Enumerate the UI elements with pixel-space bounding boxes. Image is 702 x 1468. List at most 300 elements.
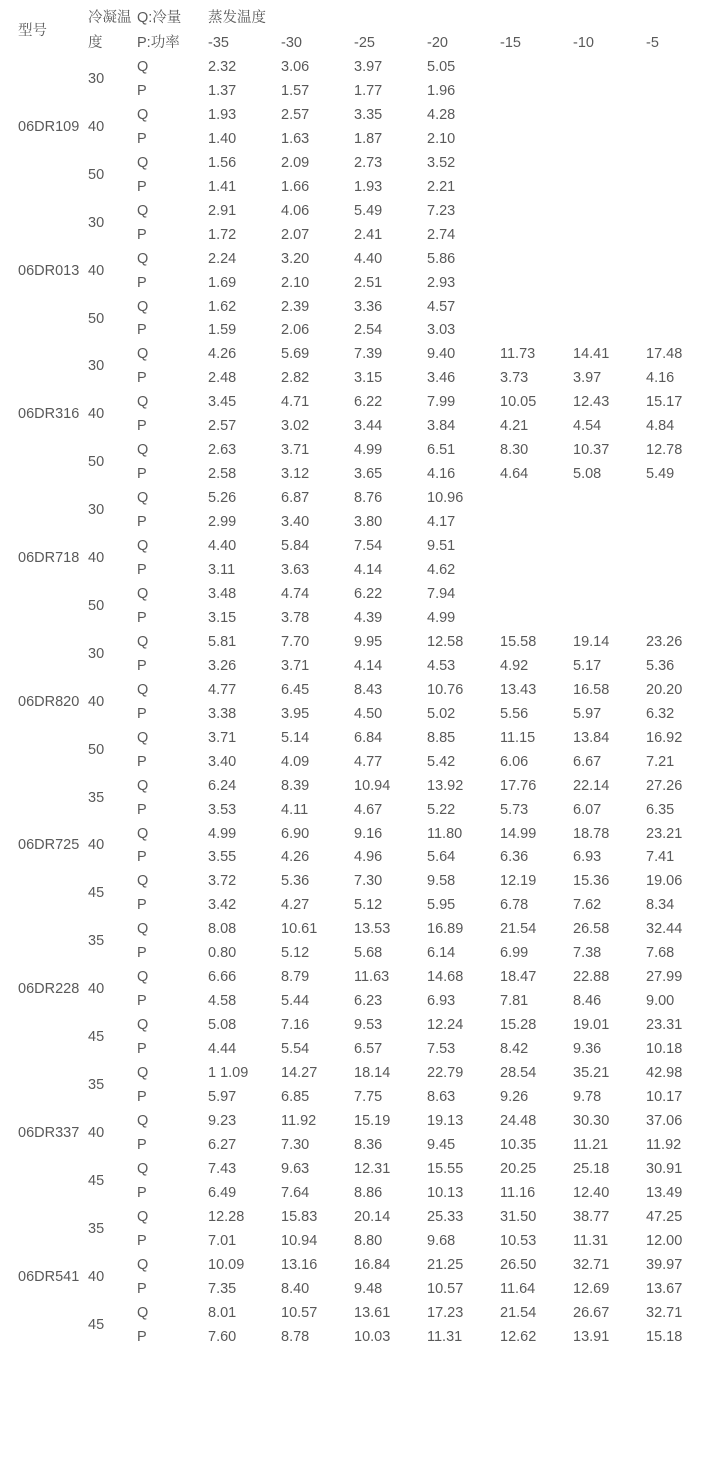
value-cell: 25.33 — [427, 1208, 464, 1225]
value-cell: 4.16 — [646, 370, 675, 387]
value-cell: 10.17 — [646, 1088, 683, 1105]
value-cell: 15.36 — [573, 873, 610, 890]
value-cell: 12.69 — [573, 1280, 610, 1297]
header-evap-temp-col: -15 — [500, 35, 521, 51]
value-cell: 15.19 — [354, 1112, 391, 1129]
value-cell: 5.69 — [281, 346, 310, 363]
value-cell: 1.93 — [354, 178, 383, 195]
value-cell: 4.53 — [427, 657, 456, 674]
row-type-cell: P — [137, 849, 147, 866]
value-cell: 22.79 — [427, 1065, 464, 1082]
row-type-cell: Q — [137, 490, 149, 507]
value-cell: 23.21 — [646, 825, 683, 842]
model-name-cell: 06DR820 — [18, 693, 80, 710]
value-cell: 2.91 — [208, 202, 237, 219]
value-cell: 7.35 — [208, 1280, 237, 1297]
value-cell — [573, 272, 646, 296]
condensing-temp-cell: 30 — [88, 645, 105, 662]
row-type-cell: P — [137, 1088, 147, 1105]
row-type-cell: P — [137, 562, 147, 579]
value-cell: 0.80 — [208, 945, 237, 962]
value-cell: 3.97 — [573, 370, 602, 387]
value-cell: 14.41 — [573, 346, 610, 363]
value-cell: 6.99 — [500, 945, 529, 962]
value-cell: 4.67 — [354, 801, 383, 818]
value-cell: 7.53 — [427, 1041, 456, 1058]
value-cell: 4.11 — [281, 801, 309, 818]
value-cell: 4.26 — [281, 849, 310, 866]
value-cell: 10.94 — [354, 777, 391, 794]
row-type-cell: Q — [137, 1160, 149, 1177]
value-cell: 15.55 — [427, 1160, 464, 1177]
value-cell: 9.68 — [427, 1232, 456, 1249]
value-cell: 3.95 — [281, 705, 310, 722]
value-cell: 4.50 — [354, 705, 383, 722]
value-cell: 11.64 — [500, 1280, 536, 1297]
value-cell: 32.71 — [573, 1256, 610, 1273]
condensing-temp-cell: 35 — [88, 933, 105, 950]
table-row — [0, 631, 702, 655]
value-cell: 3.36 — [354, 298, 383, 315]
condensing-temp-cell: 40 — [88, 981, 105, 998]
value-cell: 4.44 — [208, 1041, 237, 1058]
value-cell: 27.26 — [646, 777, 683, 794]
value-cell: 7.21 — [646, 753, 675, 770]
row-type-cell: P — [137, 753, 147, 770]
condensing-temp-cell: 40 — [88, 1124, 105, 1141]
value-cell: 26.67 — [573, 1304, 610, 1321]
header-evap-temp-col: -5 — [646, 35, 659, 51]
row-type-cell: P — [137, 418, 147, 435]
condensing-temp-cell: 40 — [88, 1268, 105, 1285]
value-cell: 2.21 — [427, 178, 456, 195]
value-cell: 12.00 — [646, 1232, 683, 1249]
value-cell: 8.01 — [208, 1304, 237, 1321]
value-cell: 6.45 — [281, 681, 310, 698]
row-type-cell: Q — [137, 154, 149, 171]
value-cell — [646, 319, 702, 343]
row-type-cell: P — [137, 322, 147, 339]
value-cell: 8.30 — [500, 442, 529, 459]
value-cell: 4.64 — [500, 466, 529, 483]
value-cell: 3.12 — [281, 466, 310, 483]
value-cell: 6.27 — [208, 1136, 237, 1153]
value-cell: 10.94 — [281, 1232, 318, 1249]
value-cell: 11.73 — [500, 346, 536, 363]
value-cell: 17.48 — [646, 346, 683, 363]
value-cell: 9.48 — [354, 1280, 383, 1297]
table-row — [0, 679, 702, 703]
value-cell: 10.61 — [281, 921, 318, 938]
value-cell: 7.54 — [354, 538, 383, 555]
value-cell: 22.88 — [573, 969, 610, 986]
row-type-cell: P — [137, 993, 147, 1010]
value-cell: 6.66 — [208, 969, 237, 986]
value-cell: 9.00 — [646, 993, 675, 1010]
value-cell: 9.63 — [281, 1160, 310, 1177]
value-cell: 7.60 — [208, 1328, 237, 1345]
value-cell: 23.31 — [646, 1017, 683, 1034]
row-type-cell: P — [137, 801, 147, 818]
value-cell: 2.24 — [208, 250, 237, 267]
value-cell — [500, 319, 573, 343]
row-type-cell: P — [137, 945, 147, 962]
value-cell: 3.84 — [427, 418, 456, 435]
value-cell: 4.17 — [427, 514, 456, 531]
value-cell — [573, 535, 646, 559]
row-type-cell: Q — [137, 873, 149, 890]
value-cell: 20.25 — [500, 1160, 537, 1177]
model-name-cell: 06DR718 — [18, 550, 80, 567]
row-type-cell: P — [137, 1136, 147, 1153]
row-type-cell: P — [137, 130, 147, 147]
value-cell: 7.41 — [646, 849, 675, 866]
row-type-cell: Q — [137, 1208, 149, 1225]
value-cell: 4.09 — [281, 753, 310, 770]
value-cell — [573, 487, 646, 511]
value-cell: 9.40 — [427, 346, 456, 363]
header-evap-temp-col: -10 — [573, 35, 594, 51]
value-cell: 5.56 — [500, 705, 529, 722]
value-cell: 6.14 — [427, 945, 456, 962]
value-cell — [573, 128, 646, 152]
value-cell — [573, 559, 646, 583]
row-type-cell: Q — [137, 1304, 149, 1321]
value-cell: 5.73 — [500, 801, 529, 818]
value-cell: 7.75 — [354, 1088, 383, 1105]
value-cell: 2.10 — [427, 130, 456, 147]
value-cell: 5.12 — [354, 897, 383, 914]
row-type-cell: P — [137, 466, 147, 483]
table-header — [0, 6, 702, 56]
value-cell: 11.80 — [427, 825, 463, 842]
value-cell: 2.57 — [208, 418, 237, 435]
value-cell: 18.14 — [354, 1065, 391, 1082]
table-row — [0, 535, 702, 559]
value-cell: 7.43 — [208, 1160, 237, 1177]
value-cell: 1.37 — [208, 82, 237, 99]
value-cell: 7.38 — [573, 945, 602, 962]
value-cell: 6.24 — [208, 777, 237, 794]
table-row — [0, 775, 702, 799]
value-cell: 1.96 — [427, 82, 456, 99]
value-cell — [500, 559, 573, 583]
value-cell: 10.57 — [427, 1280, 464, 1297]
value-cell: 8.36 — [354, 1136, 383, 1153]
value-cell: 27.99 — [646, 969, 683, 986]
value-cell: 4.14 — [354, 562, 383, 579]
value-cell: 3.11 — [208, 562, 236, 579]
value-cell: 2.09 — [281, 154, 310, 171]
value-cell: 7.23 — [427, 202, 456, 219]
value-cell: 4.99 — [427, 609, 456, 626]
value-cell: 4.84 — [646, 418, 675, 435]
value-cell — [646, 128, 702, 152]
value-cell: 2.51 — [354, 274, 383, 291]
table-row — [0, 823, 702, 847]
value-cell: 3.02 — [281, 418, 310, 435]
row-type-cell: Q — [137, 633, 149, 650]
value-cell: 4.71 — [281, 394, 310, 411]
value-cell — [646, 511, 702, 535]
value-cell: 21.54 — [500, 1304, 537, 1321]
value-cell: 30.30 — [573, 1112, 610, 1129]
value-cell — [573, 224, 646, 248]
value-cell: 8.46 — [573, 993, 602, 1010]
value-cell: 19.06 — [646, 873, 683, 890]
condensing-temp-cell: 35 — [88, 1077, 105, 1093]
value-cell: 6.22 — [354, 394, 383, 411]
value-cell: 5.68 — [354, 945, 383, 962]
value-cell: 10.03 — [354, 1328, 391, 1345]
value-cell: 9.23 — [208, 1112, 237, 1129]
value-cell: 4.96 — [354, 849, 383, 866]
table-body — [0, 56, 702, 1349]
value-cell: 2.10 — [281, 274, 310, 291]
value-cell: 7.16 — [281, 1017, 310, 1034]
value-cell: 17.76 — [500, 777, 537, 794]
value-cell: 3.06 — [281, 59, 310, 75]
value-cell: 5.17 — [573, 657, 602, 674]
value-cell — [573, 296, 646, 320]
value-cell — [500, 272, 573, 296]
value-cell: 6.32 — [646, 705, 675, 722]
value-cell: 9.45 — [427, 1136, 456, 1153]
value-cell: 2.58 — [208, 466, 237, 483]
value-cell: 8.39 — [281, 777, 310, 794]
value-cell: 3.15 — [208, 609, 237, 626]
value-cell: 14.68 — [427, 969, 464, 986]
value-cell: 37.06 — [646, 1112, 683, 1129]
value-cell: 8.42 — [500, 1041, 529, 1058]
value-cell: 4.28 — [427, 106, 456, 123]
value-cell: 9.53 — [354, 1017, 383, 1034]
value-cell — [646, 535, 702, 559]
value-cell: 8.78 — [281, 1328, 310, 1345]
value-cell: 12.31 — [354, 1160, 391, 1177]
value-cell: 3.44 — [354, 418, 383, 435]
row-type-cell: Q — [137, 106, 149, 123]
condensing-temp-cell: 45 — [88, 1316, 105, 1333]
value-cell: 3.48 — [208, 585, 237, 602]
value-cell: 18.78 — [573, 825, 610, 842]
value-cell: 20.14 — [354, 1208, 391, 1225]
row-type-cell: P — [137, 514, 147, 531]
value-cell: 8.76 — [354, 490, 383, 507]
condensing-temp-cell: 40 — [88, 262, 105, 279]
value-cell — [646, 248, 702, 272]
value-cell: 6.06 — [500, 753, 529, 770]
value-cell: 11.92 — [646, 1136, 682, 1153]
value-cell: 12.40 — [573, 1184, 610, 1201]
table-row — [0, 870, 702, 894]
value-cell: 5.36 — [281, 873, 310, 890]
value-cell: 1.62 — [208, 298, 237, 315]
value-cell: 10.76 — [427, 681, 464, 698]
value-cell: 4.92 — [500, 657, 529, 674]
value-cell: 10.37 — [573, 442, 610, 459]
row-type-cell: P — [137, 657, 147, 674]
value-cell: 32.71 — [646, 1304, 683, 1321]
value-cell: 15.28 — [500, 1017, 537, 1034]
value-cell — [573, 583, 646, 607]
value-cell: 6.23 — [354, 993, 383, 1010]
value-cell: 5.26 — [208, 490, 237, 507]
value-cell: 12.62 — [500, 1328, 537, 1345]
row-type-cell: Q — [137, 1065, 149, 1082]
row-type-cell: Q — [137, 1017, 149, 1034]
value-cell: 4.99 — [354, 442, 383, 459]
value-cell: 8.08 — [208, 921, 237, 938]
value-cell: 6.85 — [281, 1088, 310, 1105]
value-cell: 1.93 — [208, 106, 237, 123]
value-cell: 1.69 — [208, 274, 237, 291]
row-type-cell: Q — [137, 681, 149, 698]
value-cell: 15.58 — [500, 633, 537, 650]
table-row — [0, 104, 702, 128]
value-cell: 19.14 — [573, 633, 610, 650]
value-cell: 7.01 — [208, 1232, 237, 1249]
value-cell: 31.50 — [500, 1208, 537, 1225]
value-cell: 3.40 — [208, 753, 237, 770]
value-cell — [646, 176, 702, 200]
condensing-temp-cell: 35 — [88, 1220, 105, 1237]
row-type-cell: Q — [137, 442, 149, 459]
value-cell: 13.61 — [354, 1304, 391, 1321]
value-cell: 15.18 — [646, 1328, 683, 1345]
value-cell: 1 1.09 — [208, 1065, 249, 1082]
value-cell: 10.05 — [500, 394, 537, 411]
value-cell: 10.18 — [646, 1041, 683, 1058]
value-cell: 13.92 — [427, 777, 464, 794]
value-cell: 9.16 — [354, 825, 383, 842]
value-cell: 47.25 — [646, 1208, 683, 1225]
value-cell — [500, 487, 573, 511]
value-cell: 26.58 — [573, 921, 610, 938]
header-evap-temp-col: -35 — [208, 35, 229, 51]
value-cell: 15.83 — [281, 1208, 318, 1225]
table-row — [0, 1158, 702, 1182]
value-cell: 24.48 — [500, 1112, 537, 1129]
condensing-temp-cell: 50 — [88, 454, 105, 471]
table-row — [0, 1254, 702, 1278]
condensing-temp-cell: 45 — [88, 885, 105, 902]
value-cell: 3.42 — [208, 897, 237, 914]
value-cell: 1.87 — [354, 130, 383, 147]
value-cell: 9.78 — [573, 1088, 602, 1105]
condensing-temp-cell: 40 — [88, 550, 105, 567]
row-type-cell: Q — [137, 59, 149, 75]
value-cell: 3.55 — [208, 849, 237, 866]
value-cell — [500, 152, 573, 176]
value-cell — [573, 248, 646, 272]
value-cell: 2.32 — [208, 59, 237, 75]
value-cell — [500, 511, 573, 535]
value-cell: 12.24 — [427, 1017, 464, 1034]
value-cell: 4.77 — [208, 681, 237, 698]
header-evap-temp-col: -25 — [354, 35, 375, 51]
value-cell — [646, 80, 702, 104]
value-cell — [500, 128, 573, 152]
value-cell: 2.99 — [208, 514, 237, 531]
value-cell: 2.73 — [354, 154, 383, 171]
table-row — [0, 918, 702, 942]
row-type-cell: P — [137, 705, 147, 722]
value-cell: 13.91 — [573, 1328, 610, 1345]
value-cell: 4.26 — [208, 346, 237, 363]
table-row — [0, 391, 702, 415]
value-cell: 5.02 — [427, 705, 456, 722]
value-cell: 1.66 — [281, 178, 310, 195]
condensing-temp-cell: 30 — [88, 70, 105, 87]
value-cell: 7.39 — [354, 346, 383, 363]
value-cell: 17.23 — [427, 1304, 464, 1321]
value-cell: 21.25 — [427, 1256, 464, 1273]
value-cell: 16.84 — [354, 1256, 391, 1273]
value-cell: 7.68 — [646, 945, 675, 962]
value-cell — [646, 152, 702, 176]
value-cell: 11.63 — [354, 969, 390, 986]
value-cell — [500, 248, 573, 272]
value-cell: 2.82 — [281, 370, 310, 387]
value-cell: 11.16 — [500, 1184, 536, 1201]
value-cell: 15.17 — [646, 394, 683, 411]
value-cell: 3.63 — [281, 562, 310, 579]
value-cell: 6.67 — [573, 753, 602, 770]
condensing-temp-cell: 35 — [88, 789, 105, 806]
value-cell — [573, 80, 646, 104]
value-cell — [500, 176, 573, 200]
condensing-temp-cell: 40 — [88, 118, 105, 135]
value-cell: 5.12 — [281, 945, 310, 962]
value-cell — [646, 56, 702, 80]
value-cell: 10.57 — [281, 1304, 318, 1321]
value-cell: 5.36 — [646, 657, 675, 674]
value-cell: 7.99 — [427, 394, 456, 411]
value-cell: 3.80 — [354, 514, 383, 531]
value-cell: 3.38 — [208, 705, 237, 722]
value-cell: 13.67 — [646, 1280, 683, 1297]
header-evap-temp-col: -20 — [427, 35, 448, 51]
row-type-cell: P — [137, 1232, 147, 1249]
value-cell — [573, 152, 646, 176]
value-cell: 16.92 — [646, 729, 683, 746]
value-cell: 6.90 — [281, 825, 310, 842]
value-cell: 5.08 — [573, 466, 602, 483]
value-cell: 3.71 — [208, 729, 237, 746]
table-row — [0, 1062, 702, 1086]
value-cell: 5.08 — [208, 1017, 237, 1034]
value-cell — [646, 487, 702, 511]
value-cell: 11.31 — [573, 1232, 609, 1249]
header-qp-legend — [134, 6, 208, 56]
value-cell: 6.57 — [354, 1041, 383, 1058]
value-cell: 5.49 — [354, 202, 383, 219]
value-cell: 14.99 — [500, 825, 537, 842]
value-cell: 7.30 — [354, 873, 383, 890]
value-cell: 3.35 — [354, 106, 383, 123]
value-cell: 9.51 — [427, 538, 456, 555]
value-cell: 4.40 — [354, 250, 383, 267]
table-row — [0, 248, 702, 272]
row-type-cell: P — [137, 82, 147, 99]
value-cell: 6.84 — [354, 729, 383, 746]
value-cell: 7.30 — [281, 1136, 310, 1153]
value-cell: 32.44 — [646, 921, 683, 938]
value-cell: 4.39 — [354, 609, 383, 626]
value-cell: 3.26 — [208, 657, 237, 674]
value-cell: 19.13 — [427, 1112, 464, 1129]
